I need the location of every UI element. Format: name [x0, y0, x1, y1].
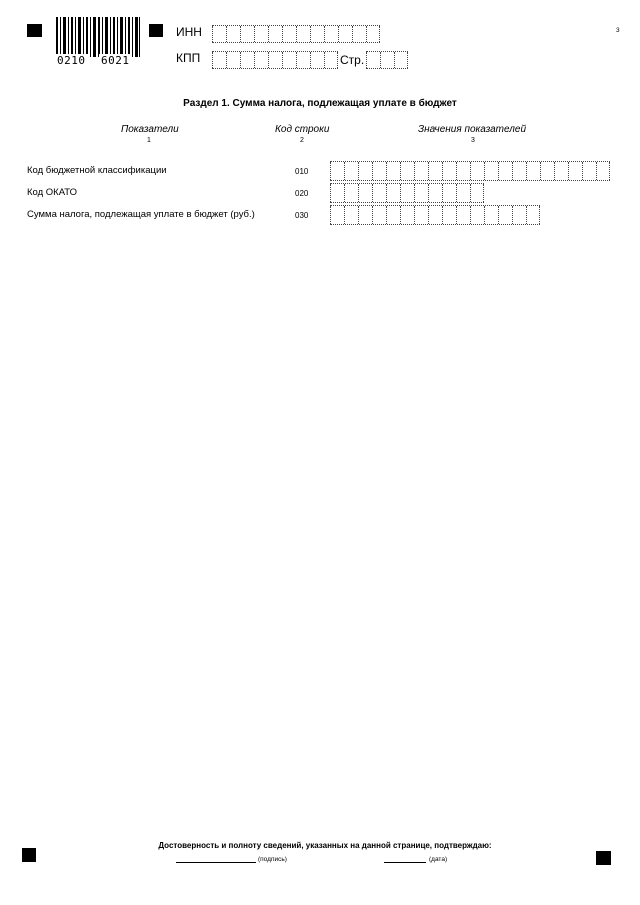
barcode-digits-left: 0210 — [57, 54, 86, 67]
inn-field[interactable] — [212, 25, 380, 43]
signature-caption: (подпись) — [258, 856, 287, 863]
row-code-030: 030 — [295, 211, 309, 220]
page-label: Стр. — [340, 53, 365, 67]
row-code-010: 010 — [295, 167, 309, 176]
signature-line[interactable] — [176, 862, 256, 863]
page-number: 3 — [616, 27, 620, 34]
column-number-1: 1 — [147, 137, 151, 144]
budget-classification-field[interactable] — [330, 161, 610, 181]
corner-marker-top-right — [149, 24, 163, 37]
column-number-3: 3 — [471, 137, 475, 144]
corner-marker-bottom-right — [596, 851, 611, 865]
confirmation-text: Достоверность и полноту сведений, указанных на данной странице, подтверждаю: — [158, 841, 492, 850]
section-title: Раздел 1. Сумма налога, подлежащая уплате в бюджет — [183, 98, 457, 109]
page-field[interactable] — [366, 51, 408, 69]
column-header-values: Значения показателей — [418, 124, 527, 135]
row-label-budget-classification: Код бюджетной классификации — [27, 165, 167, 176]
barcode-bars — [55, 17, 141, 57]
corner-marker-bottom-left — [22, 848, 36, 862]
row-label-okato: Код ОКАТО — [27, 187, 78, 198]
kpp-label: КПП — [176, 51, 201, 65]
okato-field[interactable] — [330, 183, 484, 203]
column-header-line-code: Код строки — [275, 124, 330, 135]
inn-label: ИНН — [176, 25, 202, 39]
row-label-tax-amount: Сумма налога, подлежащая уплате в бюджет (руб.) — [27, 209, 255, 220]
tax-amount-field[interactable] — [330, 205, 540, 225]
column-number-2: 2 — [300, 137, 304, 144]
row-code-020: 020 — [295, 189, 309, 198]
barcode — [55, 17, 141, 69]
date-caption: (дата) — [429, 856, 448, 863]
barcode-digits-right: 6021 — [101, 54, 130, 67]
date-line[interactable] — [384, 862, 426, 863]
corner-marker-top-left — [27, 24, 42, 37]
column-header-indicators: Показатели — [121, 124, 179, 135]
kpp-field[interactable] — [212, 51, 338, 69]
